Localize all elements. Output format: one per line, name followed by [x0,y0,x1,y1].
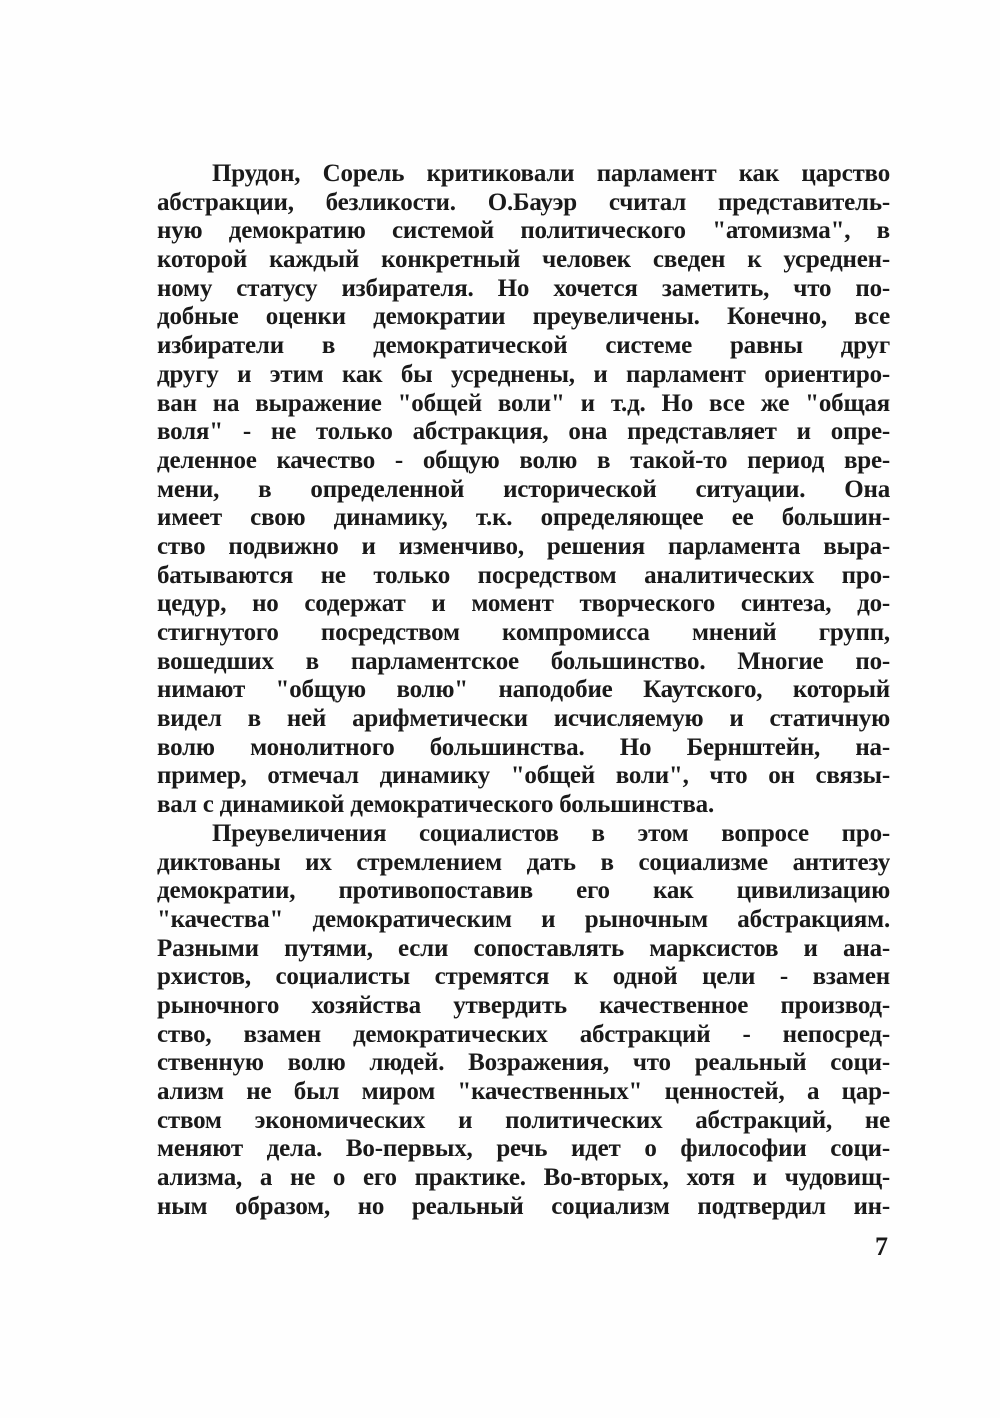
text-line: цедур, но содержат и момент творческого синтеза, до- [157,590,890,618]
body-text [157,160,890,1221]
text-line: меняют дела. Во-первых, речь идет о философии соци- [157,1135,890,1163]
text-line: Прудон, Сорель критиковали парламент как царство [212,160,890,187]
text-line: ство подвижно и изменчиво, решения парламента выра- [157,532,890,560]
text-line: рхистов, социалисты стремятся к одной цели - взамен [157,963,890,991]
text-line: мени, в определенной исторической ситуации. Она [157,475,890,503]
text-line: которой каждый конкретный человек сведен к усреднен- [157,246,890,274]
text-line: нимают "общую волю" наподобие Каутского, который [157,676,890,704]
text-line: абстракции, безликости. О.Бауэр считал представитель- [157,188,890,216]
text-line: видел в ней арифметически исчисляемую и статичную [157,705,890,733]
text-line: деленное качество - общую волю в такой-то период вре- [157,446,890,474]
text-line: диктованы их стремлением дать в социализме антитезу [157,848,890,876]
text-line: ным образом, но реальный социализм подтвердил ин- [157,1192,890,1220]
text-line: ством экономических и политических абстракций, не [157,1106,890,1134]
text-line: ному статусу избирателя. Но хочется заметить, что по- [157,274,890,302]
text-line: вошедших в парламентское большинство. Многие по- [157,647,890,675]
text-line: ализм не был миром "качественных" ценностей, а цар- [157,1078,890,1105]
paragraph-2 [157,820,890,1222]
paragraph-1 [157,160,890,820]
text-line: стигнутого посредством компромисса мнений групп, [157,619,890,646]
text-line: имеет свою динамику, т.к. определяющее ее большин- [157,504,890,532]
text-line: ную демократию системой политического "атомизма", в [157,217,890,245]
text-line: ственную волю людей. Возражения, что реальный соци- [157,1049,890,1077]
text-line: батываются не только посредством аналитических про- [157,561,890,589]
text-line: волю монолитного большинства. Но Бернштейн, на- [157,733,890,761]
text-line: Преувеличения социалистов в этом вопросе про- [212,819,890,847]
text-line: рыночного хозяйства утвердить качественное производ- [157,991,890,1019]
page-number: 7 [875,1232,888,1261]
text-line: ализма, а не о его практике. Во-вторых, хотя и чудовищ- [157,1164,890,1192]
text-line: ван на выражение "общей воли" и т.д. Но все же "общая [157,389,890,417]
text-line: другу и этим как бы усреднены, и парламент ориентиро- [157,360,890,388]
text-line: вал с динамикой демократического большинства. [157,791,715,819]
text-line: воля" - не только абстракция, она представляет и опре- [157,418,890,446]
text-line: "качества" демократическим и рыночным абстракциям. [157,905,890,933]
text-line: добные оценки демократии преувеличены. Конечно, все [157,303,890,331]
text-line: ство, взамен демократических абстракций - непосред- [157,1020,890,1048]
text-line: избиратели в демократической системе равны друг [157,332,890,360]
text-line: пример, отмечал динамику "общей воли", что он связы- [157,762,890,790]
text-line: демократии, противопоставив его как цивилизацию [157,877,890,905]
text-line: Разными путями, если сопоставлять марксистов и ана- [157,934,890,962]
